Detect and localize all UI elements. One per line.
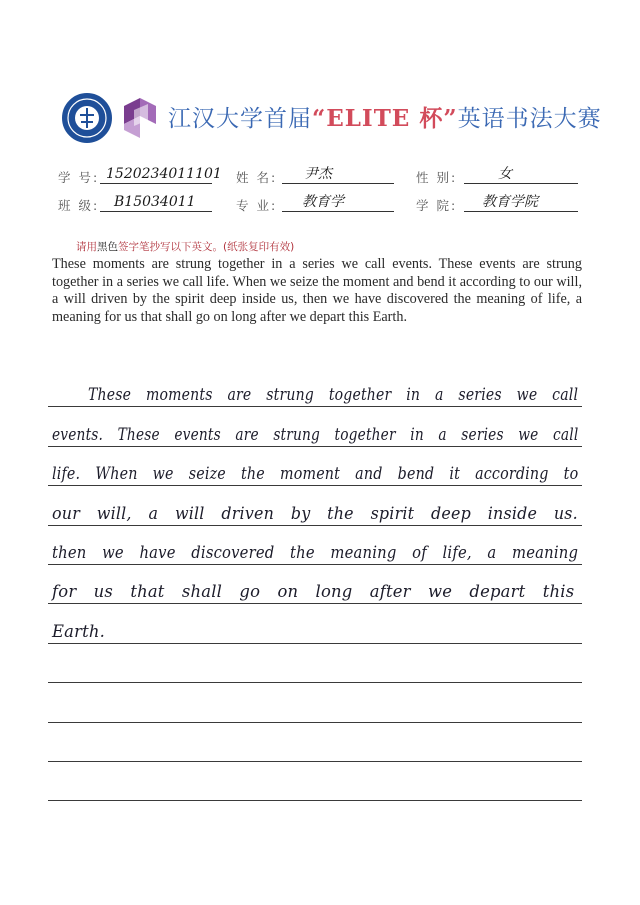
writing-line[interactable]: [48, 723, 582, 762]
instruction-suffix: 签字笔抄写以下英文。(纸张复印有效): [118, 241, 295, 253]
student-id-field: [58, 164, 222, 188]
class-field: [58, 192, 218, 216]
major-value[interactable]: 教育学: [282, 192, 394, 212]
writing-line[interactable]: [48, 526, 582, 565]
copy-instruction: [76, 239, 294, 254]
major-label: 专 业:: [236, 198, 278, 213]
title-prefix: 江汉大学首届: [168, 106, 312, 132]
writing-line[interactable]: [48, 486, 582, 525]
handwritten-text: events. These events are strung together in a series we call: [52, 424, 579, 444]
contest-logo-mark: [120, 96, 160, 140]
gender-label: 性 别:: [416, 170, 458, 185]
writing-line[interactable]: [48, 644, 582, 683]
class-label: 班 级:: [58, 198, 100, 213]
writing-line[interactable]: [48, 565, 582, 604]
writing-line[interactable]: [48, 368, 582, 407]
writing-line[interactable]: [48, 683, 582, 722]
major-field: [236, 192, 396, 216]
writing-line[interactable]: [48, 407, 582, 446]
name-value[interactable]: 尹杰: [282, 164, 394, 184]
contest-header: [62, 88, 602, 148]
printed-passage: These moments are strung together in a series we call events. These events are strung together in a series we call life. When we seize the moment and bend it according to our will, a will driven by the spirit deep inside us, then we have discovered the meaning of life, a meaning for us that shall go on long after we depart this Earth.: [52, 256, 582, 325]
gender-value[interactable]: 女: [464, 164, 578, 184]
instruction-prefix: 请用: [76, 241, 97, 253]
student-id-label: 学 号:: [58, 170, 100, 185]
handwritten-text: then we have discovered the meaning of life, a meaning: [52, 542, 579, 562]
handwritten-text: our will, a will driven by the spirit deep inside us.: [52, 503, 578, 523]
writing-line[interactable]: [48, 604, 582, 643]
name-field: [236, 164, 396, 188]
title-suffix: 英语书法大赛: [457, 106, 602, 132]
writing-line[interactable]: [48, 447, 582, 486]
handwritten-text: for us that shall go on long after we depart this: [52, 582, 575, 602]
contest-title: [168, 100, 602, 133]
writing-line[interactable]: [48, 762, 582, 801]
school-field: [416, 192, 588, 216]
school-label: 学 院:: [416, 198, 458, 213]
handwritten-text: These moments are strung together in a series we call: [88, 385, 579, 405]
info-row: [58, 164, 588, 188]
info-row: [58, 192, 588, 216]
school-value[interactable]: 教育学院: [464, 192, 578, 212]
university-seal-logo: [62, 93, 112, 143]
name-label: 姓 名:: [236, 170, 278, 185]
student-id-value[interactable]: 1520234011101: [100, 164, 212, 184]
instruction-emphasis: 黑色: [97, 241, 118, 253]
handwritten-text: Earth.: [52, 621, 106, 641]
handwritten-text: life. When we seize the moment and bend it according to: [52, 464, 579, 484]
class-value[interactable]: B15034011: [100, 192, 212, 212]
title-highlight: “ELITE 杯”: [312, 105, 458, 132]
student-info-form: [58, 164, 588, 224]
gender-field: [416, 164, 588, 188]
